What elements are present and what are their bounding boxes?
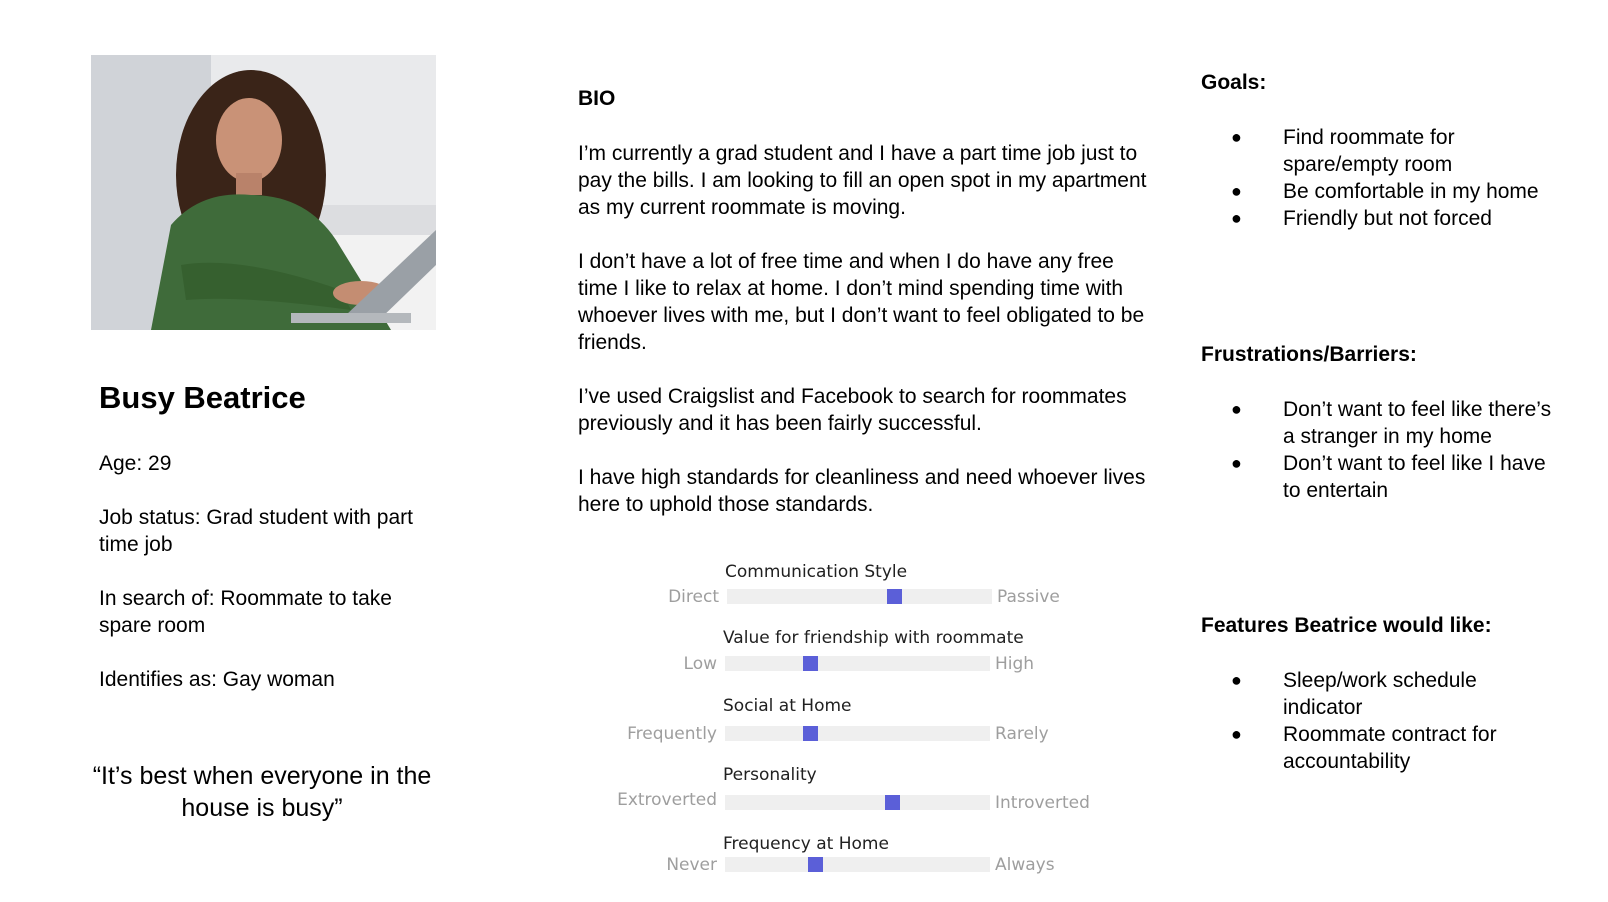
bullet-icon: ● [1231, 670, 1242, 690]
bio-paragraph: I have high standards for cleanliness and need whoever lives here to uphold those standards. [578, 466, 1146, 516]
slider-thumb-social-at-home [803, 726, 818, 741]
goal-item: ● Find roommate for spare/empty room [1231, 126, 1455, 176]
slider-track-communication-style [727, 589, 992, 604]
persona-info [99, 450, 439, 720]
goal-item: ● Friendly but not forced [1231, 207, 1492, 230]
frustration-item: ● Don’t want to feel like I have to entertain [1231, 452, 1546, 502]
slider-title-frequency-at-home: Frequency at Home [723, 834, 889, 854]
bullet-icon: ● [1231, 208, 1242, 228]
slider-left-label-personality: Extroverted [617, 790, 717, 810]
bullet-icon: ● [1231, 399, 1242, 419]
slider-thumb-communication-style [887, 589, 902, 604]
bullet-icon: ● [1231, 181, 1242, 201]
slider-right-label-social-at-home: Rarely [995, 724, 1049, 744]
persona-photo [91, 55, 436, 330]
slider-right-label-personality: Introverted [995, 793, 1090, 813]
frustrations-heading: Frustrations/Barriers: [1201, 343, 1417, 366]
bio-text [578, 140, 1148, 545]
slider-thumb-personality [885, 795, 900, 810]
frustrations-list [1231, 396, 1553, 504]
persona-identity: Identifies as: Gay woman [99, 668, 335, 691]
slider-track-frequency-at-home [725, 857, 990, 872]
bio-heading: BIO [578, 87, 616, 110]
bio-paragraph: I don’t have a lot of free time and when I do have any free time I like to relax at home. I don’t mind spending time with whoever lives with me, but I don’t want to feel obligated to be friends. [578, 250, 1145, 354]
feature-item: ● Sleep/work schedule indicator [1231, 669, 1477, 719]
slider-right-label-communication-style: Passive [997, 587, 1060, 607]
slider-left-label-frequency-at-home: Never [666, 855, 717, 875]
persona-job-status: Job status: Grad student with part time job [99, 506, 413, 556]
features-heading: Features Beatrice would like: [1201, 614, 1492, 637]
slider-left-label-friendship-value: Low [683, 654, 717, 674]
slider-track-friendship-value [725, 656, 990, 671]
slider-title-social-at-home: Social at Home [723, 696, 852, 716]
bullet-icon: ● [1231, 127, 1242, 147]
persona-search: In search of: Roommate to take spare room [99, 587, 392, 637]
goals-list [1231, 124, 1553, 232]
persona-age: Age: 29 [99, 452, 172, 475]
bullet-icon: ● [1231, 724, 1242, 744]
slider-left-label-social-at-home: Frequently [627, 724, 717, 744]
goal-item: ● Be comfortable in my home [1231, 180, 1539, 203]
slider-thumb-friendship-value [803, 656, 818, 671]
slider-title-personality: Personality [723, 765, 817, 785]
slider-track-personality [725, 795, 990, 810]
slider-title-friendship-value: Value for friendship with roommate [723, 628, 1024, 648]
features-list [1231, 667, 1553, 775]
goals-heading: Goals: [1201, 71, 1267, 94]
slider-title-communication-style: Communication Style [725, 562, 908, 582]
bio-paragraph: I’ve used Craigslist and Facebook to search for roommates previously and it has been fairly successful. [578, 385, 1127, 435]
persona-photo-illustration [91, 55, 436, 330]
persona-quote: “It’s best when everyone in the house is busy” [92, 762, 432, 822]
slider-right-label-frequency-at-home: Always [995, 855, 1055, 875]
slider-right-label-friendship-value: High [995, 654, 1035, 674]
feature-item: ● Roommate contract for accountability [1231, 723, 1497, 773]
slider-thumb-frequency-at-home [808, 857, 823, 872]
slider-left-label-communication-style: Direct [668, 587, 719, 607]
slider-track-social-at-home [725, 726, 990, 741]
frustration-item: ● Don’t want to feel like there’s a stranger in my home [1231, 398, 1552, 448]
persona-name: Busy Beatrice [99, 380, 306, 415]
bio-paragraph: I’m currently a grad student and I have a part time job just to pay the bills. I am looking to fill an open spot in my apartment as my current roommate is moving. [578, 142, 1147, 219]
bullet-icon: ● [1231, 453, 1242, 473]
